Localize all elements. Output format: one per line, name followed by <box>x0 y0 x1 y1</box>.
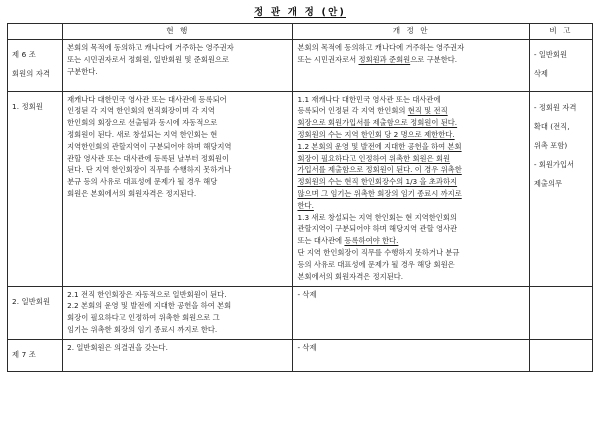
proposed-text: - 삭제 <box>297 342 317 352</box>
proposed-line <box>297 129 525 141</box>
cell-remark <box>529 40 592 92</box>
cell-article <box>8 91 63 286</box>
cell-current-text <box>63 286 293 339</box>
proposed-text: 등의 사유로 대표성에 문제가 될 경우 해당 회원은 <box>297 259 455 269</box>
remark-line: 위촉 포함) <box>533 141 568 151</box>
table-header <box>8 24 593 40</box>
current-line: 임기는 위촉한 회장의 임기 종료시 까지로 한다. <box>67 324 218 334</box>
cell-article <box>8 40 63 92</box>
table-row <box>8 339 593 371</box>
current-line: 구분한다. <box>67 66 98 76</box>
proposed-text: 또는 시민권자로서 <box>297 54 359 64</box>
proposed-line <box>297 164 525 176</box>
proposed-underlined-text: 한다. <box>297 200 314 210</box>
proposed-line <box>297 247 525 259</box>
remark-line: 제출의무 <box>533 179 563 189</box>
cell-proposed-text <box>293 91 529 286</box>
proposed-underlined-text: 정회원의 수는 지역 한인회 당 2 명으로 제한한다. <box>297 129 455 139</box>
table-row <box>8 286 593 339</box>
proposed-line <box>297 259 525 271</box>
current-line: 본회의 목적에 동의하고 캐나다에 거주하는 영주권자 <box>67 43 234 52</box>
current-line: 인정된 각 지역 한인회의 현직회장이며 각 지역 <box>67 106 215 116</box>
proposed-line <box>297 212 525 224</box>
proposed-line <box>297 105 525 117</box>
column-header-article <box>8 24 63 40</box>
proposed-line <box>297 188 525 200</box>
article-line: 회원의 자격 <box>12 69 51 79</box>
current-line: 정회원이 된다. 새로 창설되는 지역 한인회는 현 <box>67 129 218 139</box>
current-line: 한인회의 회장으로 선출됨과 동시에 자동적으로 <box>67 118 218 128</box>
proposed-line <box>297 271 525 283</box>
proposed-underlined-text: 정회원과 준회원 <box>358 54 411 64</box>
cell-current-text <box>63 40 293 92</box>
proposed-text: 본회의 목적에 동의하고 캐나다에 거주하는 영주권자 <box>297 43 465 52</box>
page-title <box>0 0 600 23</box>
proposed-text: 관할지역이 구분되어야 하며 해당지역 관할 영사관 <box>297 224 458 234</box>
cell-current-text <box>63 91 293 286</box>
proposed-underlined-text: 가입서를 제출함으로 정회원이 된다. 이 경우 위촉한 <box>297 165 462 175</box>
column-header-remark: 비 고 <box>529 24 592 40</box>
cell-current-text <box>63 339 293 371</box>
proposed-line <box>297 342 525 354</box>
proposed-line <box>297 223 525 235</box>
proposed-underlined-text: 정회원의 수는 현직 한인회장수의 1/3 을 초과하지 <box>297 177 458 187</box>
cell-article <box>8 286 63 339</box>
proposed-line <box>297 176 525 188</box>
proposed-underlined-text: 회장이 필요하다고 인정하여 위촉한 회원은 회원 <box>297 153 451 163</box>
table-row <box>8 91 593 286</box>
remark-line: 확대 (전직, <box>533 121 570 131</box>
proposed-line <box>297 117 525 129</box>
cell-proposed-text <box>293 40 529 92</box>
proposed-line <box>297 54 525 66</box>
current-line: 2. 일반회원은 의결권을 갖는다. <box>67 342 168 352</box>
amendment-table <box>7 23 593 372</box>
article-line: 2. 일반회원 <box>12 296 51 306</box>
current-line: 관할 영사관 또는 대사관에 등록된 날부터 정회원이 <box>67 153 230 163</box>
proposed-text: 본회에서의 회원자격은 정지된다. <box>297 271 404 281</box>
proposed-line <box>297 94 525 106</box>
current-line: 지역한인회의 관할지역이 구분되어야 하며 해당지역 <box>67 141 232 151</box>
cell-remark <box>529 286 592 339</box>
proposed-text: 등록되어 인정된 각 지역 한인회의 <box>297 106 408 116</box>
proposed-line <box>297 141 525 153</box>
cell-remark <box>529 339 592 371</box>
proposed-text: 으로 구분한다. <box>410 54 458 64</box>
proposed-underlined-text: 않으며 그 임기는 위촉한 회장의 임기 종료시 까지로 <box>297 189 462 199</box>
article-line: 제 6 조 <box>12 50 36 60</box>
current-line: 회장이 필요하다고 인정하여 위촉한 회원으로 그 <box>67 313 220 323</box>
remark-line: - 회원가입서 <box>533 160 575 170</box>
cell-proposed-text <box>293 339 529 371</box>
proposed-line <box>297 153 525 165</box>
table-row <box>8 40 593 92</box>
current-line: 2.2 본회의 운영 및 발전에 지대한 공헌을 하여 본회 <box>67 301 232 311</box>
cell-proposed-text <box>293 286 529 339</box>
current-line: 재캐나다 대한민국 영사관 또는 대사관에 등록되어 <box>67 94 227 104</box>
proposed-underlined-text: 등록하여야 한다. <box>344 236 399 246</box>
proposed-line <box>297 42 525 54</box>
proposed-line <box>297 200 525 212</box>
remark-line: 삭제 <box>533 69 548 79</box>
column-header-proposed: 개 정 안 <box>293 24 529 40</box>
proposed-underlined-text: 현직 및 전직 <box>407 106 448 116</box>
article-line: 1. 정회원 <box>12 101 44 111</box>
current-line: 또는 시민권자로서 정회원, 일반회원 및 준회원으로 <box>67 54 230 64</box>
cell-article <box>8 339 63 371</box>
cell-remark <box>529 91 592 286</box>
proposed-underlined-text: 1.2 본회의 운영 및 발전에 지대한 공헌을 하여 본회 <box>297 141 462 151</box>
proposed-text: 1.3 새로 창설되는 지역 한인회는 현 지역한인회의 <box>297 212 457 222</box>
page-title-text: 정 관 개 정 (안) <box>254 7 346 18</box>
proposed-text: 1.1 재캐나다 대한민국 영사관 또는 대사관에 <box>297 94 441 104</box>
remark-line: - 정회원 자격 <box>533 102 577 112</box>
proposed-line <box>297 235 525 247</box>
current-line: 2.1 전직 한인회장은 자동적으로 일반회원이 된다. <box>67 289 227 299</box>
proposed-text: 단 지역 한인회장이 직무를 수행하지 못하거나 분규 <box>297 248 460 258</box>
table-body <box>8 40 593 372</box>
proposed-text: 또는 대사관에 <box>297 236 345 246</box>
proposed-line <box>297 289 525 301</box>
proposed-underlined-text: 회장으로 회원가입서를 제출함으로 정회원이 된다. <box>297 118 458 128</box>
current-line: 분규 등의 사유로 대표성에 문제가 될 경우 해당 <box>67 177 218 187</box>
current-line: 회원은 본회에서의 회원자격은 정지된다. <box>67 189 197 199</box>
article-line: 제 7 조 <box>12 350 36 360</box>
table-header-row <box>8 24 593 40</box>
remark-line: - 일반회원 <box>533 50 568 60</box>
column-header-current: 현 행 <box>63 24 293 40</box>
proposed-text: - 삭제 <box>297 289 317 299</box>
current-line: 된다. 단 지역 한인회장이 직무를 수행하지 못하거나 <box>67 165 232 175</box>
